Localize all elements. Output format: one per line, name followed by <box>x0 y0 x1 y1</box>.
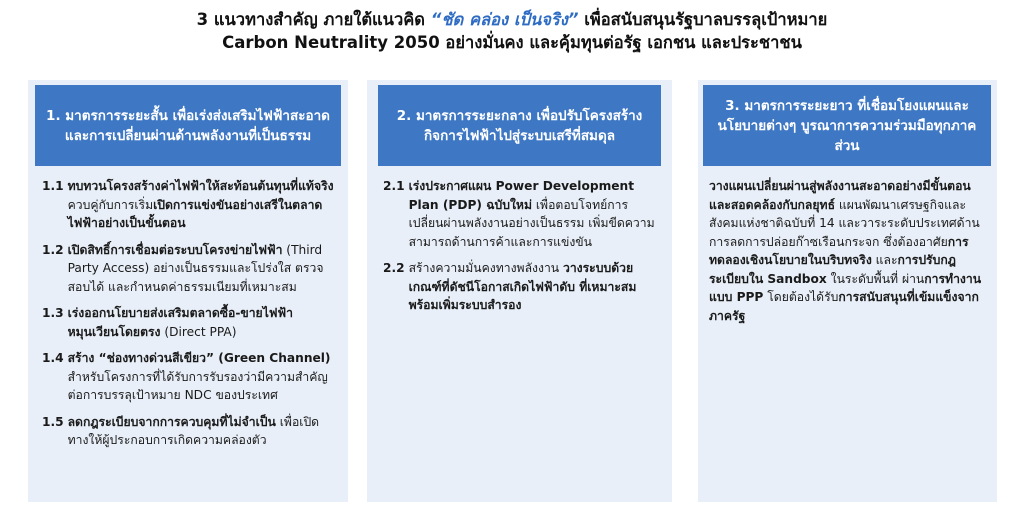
column-short-term <box>28 80 348 502</box>
title-line-1-pre: 3 แนวทางสำคัญ ภายใต้แนวคิด <box>196 10 431 29</box>
item-bold-text-2: เปิดการแข่งขันอย่างเสรีในตลาดไฟฟ้าอย่างเป็นขั้นตอน <box>67 197 323 230</box>
item-bold-text: วางระบบด้วยเกณฑ์ที่ดัชนีโอกาสเกิดไฟฟ้าดับ ที่เหมาะสม พร้อมเพิ่มระบบสำรอง <box>408 261 637 312</box>
list-item <box>42 304 338 341</box>
item-number: 1.1 <box>42 179 64 193</box>
item-bold-text: เร่งออกนโยบายส่งเสริมตลาดซื้อ-ขายไฟฟ้าหมุนเวียนโดยตรง <box>67 306 293 339</box>
item-normal-text: (Third Party Access) อย่างเป็นธรรมและโปร่งใส ตรวจสอบได้ และกำหนดค่าธรรมเนียมที่เหมาะสม <box>67 242 324 294</box>
para-text-2: และ <box>871 253 898 267</box>
para-text-3: ในระดับพื้นที่ ผ่าน <box>826 271 925 286</box>
item-bold-text: สร้าง “ช่องทางด่วนสีเขียว” (Green Channel) <box>67 351 331 365</box>
item-number: 1.2 <box>42 242 64 257</box>
title-line-1-post: เพื่อสนับสนุนรัฐบาลบรรลุเป้าหมาย <box>578 10 828 29</box>
para-bold-5: การสนับสนุนที่เข้มแข็งจากภาครัฐ <box>709 290 979 323</box>
item-text <box>68 177 338 233</box>
title-highlight: “ชัด คล่อง เป็นจริง” <box>430 10 579 29</box>
title-line-1 <box>0 8 1024 31</box>
item-text <box>409 259 659 315</box>
para-bold-3: การปรับกฎระเบียบใน Sandbox <box>709 253 956 286</box>
item-number: 1.4 <box>42 351 64 365</box>
item-text <box>68 413 338 450</box>
list-item <box>383 259 659 315</box>
list-item <box>42 413 338 450</box>
item-number: 1.3 <box>42 306 64 320</box>
column-header: 3. มาตรการระยะยาว ที่เชื่อมโยงแผนและนโยบายต่างๆ บูรณาการความร่วมมือทุกภาคส่วน <box>703 85 991 166</box>
title-line-2: Carbon Neutrality 2050 อย่างมั่นคง และคุ้มทุนต่อรัฐ เอกชน และประชาชน <box>222 33 802 52</box>
list-item <box>42 177 338 233</box>
item-normal-text: เพื่อเปิดทางให้ผู้ประกอบการเกิดความคล่องตัว <box>67 414 320 447</box>
page-title <box>0 8 1024 54</box>
para-bold-2: การทดลองเชิงนโยบายในบริบทจริง <box>709 234 969 267</box>
item-normal-text: ควบคู่กับการเริ่ม <box>67 197 154 212</box>
para-bold-4: การทำงานแบบ PPP <box>709 271 982 304</box>
column-header: 1. มาตรการระยะสั้น เพื่อเร่งส่งเสริมไฟฟ้าสะอาด และการเปลี่ยนผ่านด้านพลังงานที่เป็นธรรม <box>35 85 341 166</box>
item-number: 2.1 <box>383 179 405 193</box>
column-body <box>709 177 989 325</box>
item-bold-text: เร่งประกาศแผน Power Development Plan (PDP) ฉบับใหม่ <box>408 179 635 212</box>
item-normal-text: สร้างความมั่นคงทางพลังงาน <box>408 261 563 275</box>
para-bold-1: วางแผนเปลี่ยนผ่านสู่พลังงานสะอาดอย่างมีขั้นตอน และสอดคล้องกับกลยุทธ์ <box>709 179 971 212</box>
column-long-term <box>698 80 997 502</box>
item-text <box>68 241 338 297</box>
column-body <box>383 177 659 323</box>
paragraph <box>709 177 989 325</box>
item-normal-text: สำหรับโครงการที่ได้รับการรับรองว่ามีความสำคัญต่อการบรรลุเป้าหมาย NDC ของประเทศ <box>67 369 328 402</box>
para-text-4: โดยต้องได้รับ <box>763 290 839 304</box>
item-bold-text: ลดกฎระเบียบจากการควบคุมที่ไม่จำเป็น <box>67 414 276 429</box>
item-text <box>68 304 338 341</box>
item-number: 1.5 <box>42 414 64 429</box>
item-number: 2.2 <box>383 261 405 275</box>
column-medium-term <box>367 80 672 502</box>
column-header: 2. มาตรการระยะกลาง เพื่อปรับโครงสร้างกิจการไฟฟ้าไปสู่ระบบเสรีที่สมดุล <box>378 85 661 166</box>
list-item <box>42 349 338 405</box>
item-text <box>68 349 338 405</box>
list-item <box>383 177 659 251</box>
list-item <box>42 241 338 297</box>
item-normal-text: เพื่อตอบโจทย์การเปลี่ยนผ่านพลังงานอย่างเป็นธรรม เพิ่มขีดความสามารถด้านการค้าและการแข่งขัน <box>408 197 655 249</box>
item-bold-text: เปิดสิทธิ์การเชื่อมต่อระบบโครงข่ายไฟฟ้า <box>67 242 283 257</box>
column-body <box>42 177 338 458</box>
item-bold-text: ทบทวนโครงสร้างค่าไฟฟ้าให้สะท้อนต้นทุนที่แท้จริง <box>67 179 334 193</box>
para-text-1: แผนพัฒนาเศรษฐกิจและสังคมแห่งชาติฉบับที่ 14 และวาระระดับประเทศด้านการลดการปล่อยก๊าซเรือนกระจก ซึ่งต้องอาศัย <box>709 197 980 249</box>
item-text <box>409 177 659 251</box>
item-normal-text: (Direct PPA) <box>160 324 237 339</box>
